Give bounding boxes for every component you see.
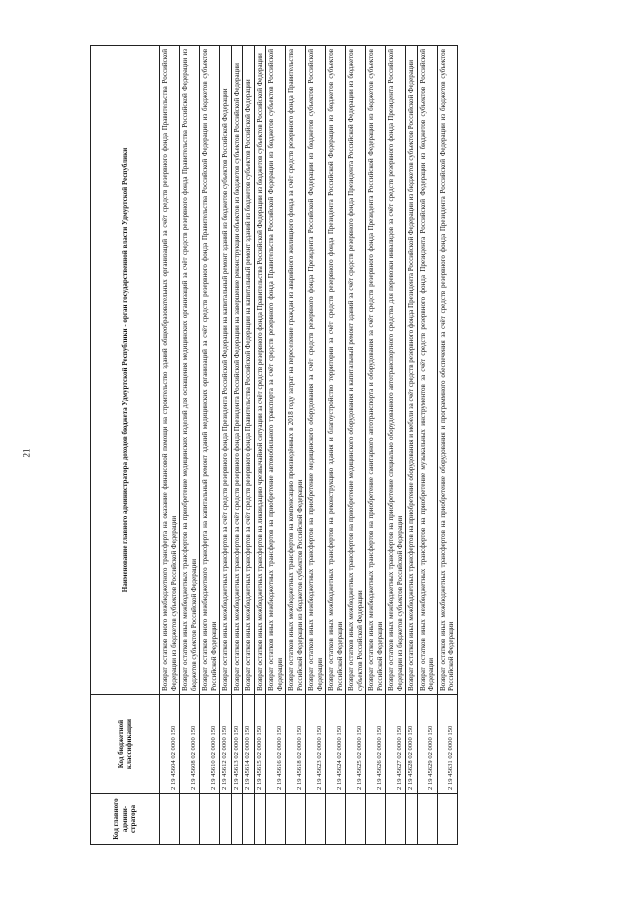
budget-code-cell: 2 19 45613 02 0000 150 (231, 695, 243, 794)
administrator-name-cell: Возврат остатков иных межбюджетных трансфертов на приобретение специально оборудованного автотранспортного средства для перевозки инвалидов за счёт средств резервного фонда Президента Российской Федерации из бюджетов субъектов Российской Федерации (386, 46, 406, 695)
table-row (406, 46, 418, 845)
table-row (266, 46, 286, 845)
table-row (243, 46, 255, 845)
administrator-name-cell: Возврат остатков иных межбюджетных трансфертов на приобретение автомобильного транспорта за счёт средств резервного фонда Правительства Российской Федерации из бюджетов субъектов Российской Федерации (266, 46, 286, 695)
budget-code-cell: 2 19 45614 02 0000 150 (243, 695, 255, 794)
table-row (306, 46, 326, 845)
table-row (386, 46, 406, 845)
administrator-name-cell: Возврат остатков иных межбюджетных трансфертов на приобретение музыкальных инструментов за счёт средств резервного фонда Президента Российской Федерации из бюджетов субъектов Российской Федерации (417, 46, 437, 695)
admin-code-cell (180, 794, 200, 845)
admin-code-cell (306, 794, 326, 845)
header-administrator-name: Наименование главного администратора доходов бюджета Удмуртской Республики - орган государственной власти Удмуртской Республики (91, 46, 160, 695)
header-budget-classification-code: Код бюджетной классификации (91, 695, 160, 794)
administrator-name-cell: Возврат остатков иных межбюджетных трансфертов за счёт средств резервного фонда Президента Российской Федерации на завершение реконструкции объектов из бюджетов субъектов Российской Федерации (231, 46, 243, 695)
admin-code-cell (366, 794, 386, 845)
administrator-name-cell: Возврат остатков иных межбюджетных трансфертов на компенсацию произведённых в 2018 году затрат на переселение граждан из аварийного жилищного фонда за счёт средств резервного фонда Правительства Российской Федерации из бюджетов субъектов Российской Федерации (286, 46, 306, 695)
budget-code-cell: 2 19 45631 02 0000 150 (437, 695, 457, 794)
budget-code-cell: 2 19 45604 02 0000 150 (160, 695, 180, 794)
administrator-name-cell: Возврат остатков иных межбюджетных трансфертов за счёт средств резервного фонда Президента Российской Федерации на капитальный ремонт зданий из бюджетов субъектов Российской Федерации (220, 46, 232, 695)
table-row (286, 46, 306, 845)
table-row (437, 46, 457, 845)
table-row (180, 46, 200, 845)
admin-code-cell (286, 794, 306, 845)
admin-code-cell (160, 794, 180, 845)
administrator-name-cell: Возврат остатков иных межбюджетных трансфертов на приобретение оборудования и мебели за счёт средств резервного фонда Президента Российской Федерации из бюджетов субъектов Российской Федерации (406, 46, 418, 695)
admin-code-cell (437, 794, 457, 845)
admin-code-cell (243, 794, 255, 845)
table-row (160, 46, 180, 845)
table-row (346, 46, 366, 845)
table-row (326, 46, 346, 845)
table-row (366, 46, 386, 845)
admin-code-cell (254, 794, 266, 845)
header-admin-code: Код главного админи-стратора (91, 794, 160, 845)
rotated-page-content (90, 45, 635, 845)
administrator-name-cell: Возврат остатков иных межбюджетных трансфертов на приобретение санитарного автотранспорта и оборудования за счёт средств резервного фонда Президента Российской Федерации из бюджетов субъектов Российской Федерации (366, 46, 386, 695)
budget-code-cell: 2 19 45624 02 0000 150 (326, 695, 346, 794)
budget-code-cell: 2 19 45612 02 0000 150 (220, 695, 232, 794)
admin-code-cell (326, 794, 346, 845)
administrator-name-cell: Возврат остатков иных межбюджетных трансфертов на реконструкцию здания и благоустройство территории за счёт средств резервного фонда Президента Российской Федерации из бюджетов субъектов Российской Федерации (326, 46, 346, 695)
admin-code-cell (386, 794, 406, 845)
page-number: 21 (21, 448, 32, 458)
admin-code-cell (417, 794, 437, 845)
budget-code-cell: 2 19 45627 02 0000 150 (386, 695, 406, 794)
admin-code-cell (200, 794, 220, 845)
budget-code-cell: 2 19 45629 02 0000 150 (417, 695, 437, 794)
budget-code-cell: 2 19 45625 02 0000 150 (346, 695, 366, 794)
admin-code-cell (266, 794, 286, 845)
table-row (200, 46, 220, 845)
budget-code-cell: 2 19 45608 02 0000 150 (180, 695, 200, 794)
admin-code-cell (346, 794, 366, 845)
administrator-name-cell: Возврат остатков иного межбюджетного трансферта на оказание финансовой помощи на строительство зданий общеобразовательных организаций за счёт средств резервного фонда Правительства Российской Федерации из бюджетов субъектов Российской Федерации (160, 46, 180, 695)
budget-code-cell: 2 19 45618 02 0000 150 (286, 695, 306, 794)
administrator-name-cell: Возврат остатков иных межбюджетных трансфертов на приобретение медицинских изделий для оснащения медицинских организаций за счёт средств резервного фонда Правительства Российской Федерации из бюджетов субъектов Российской Федерации (180, 46, 200, 695)
administrator-name-cell: Возврат остатков иных межбюджетных трансфертов на приобретение оборудования и программного обеспечения за счёт средств резервного фонда Президента Российской Федерации из бюджетов субъектов Российской Федерации (437, 46, 457, 695)
administrator-name-cell: Возврат остатков иного межбюджетного трансферта на капитальный ремонт зданий медицинских организаций за счёт средств резервного фонда Правительства Российской Федерации из бюджетов субъектов Российской Федерации (200, 46, 220, 695)
admin-code-cell (231, 794, 243, 845)
budget-code-cell: 2 19 45610 02 0000 150 (200, 695, 220, 794)
table-row (417, 46, 437, 845)
administrator-name-cell: Возврат остатков иных межбюджетных трансфертов за счёт средств резервного фонда Правительства Российской Федерации на капитальный ремонт зданий из бюджетов субъектов Российской Федерации (243, 46, 255, 695)
budget-code-cell: 2 19 45623 02 0000 150 (306, 695, 326, 794)
admin-code-cell (220, 794, 232, 845)
budget-code-cell: 2 19 45616 02 0000 150 (266, 695, 286, 794)
budget-code-cell: 2 19 45628 02 0000 150 (406, 695, 418, 794)
table-row (231, 46, 243, 845)
administrator-name-cell: Возврат остатков иных межбюджетных трансфертов на приобретение медицинского оборудования и капитальный ремонт зданий за счёт средств резервного фонда Президента Российской Федерации из бюджетов субъектов Российской Федерации (346, 46, 366, 695)
budget-code-cell: 2 19 45626 02 0000 150 (366, 695, 386, 794)
table-header-row (91, 46, 160, 845)
table-row (254, 46, 266, 845)
table-row (220, 46, 232, 845)
table-body (160, 46, 458, 845)
budget-code-cell: 2 19 45615 02 0000 150 (254, 695, 266, 794)
admin-code-cell (406, 794, 418, 845)
administrator-name-cell: Возврат остатков иных межбюджетных трансфертов на ликвидацию чрезвычайной ситуации за счёт средств резервного фонда Правительства Российской Федерации из бюджетов субъектов Российской Федерации (254, 46, 266, 695)
administrator-name-cell: Возврат остатков иных межбюджетных трансфертов на приобретение медицинского оборудования за счёт средств резервного фонда Президента Российской Федерации из бюджетов субъектов Российской Федерации (306, 46, 326, 695)
revenue-administrators-table (90, 45, 458, 845)
